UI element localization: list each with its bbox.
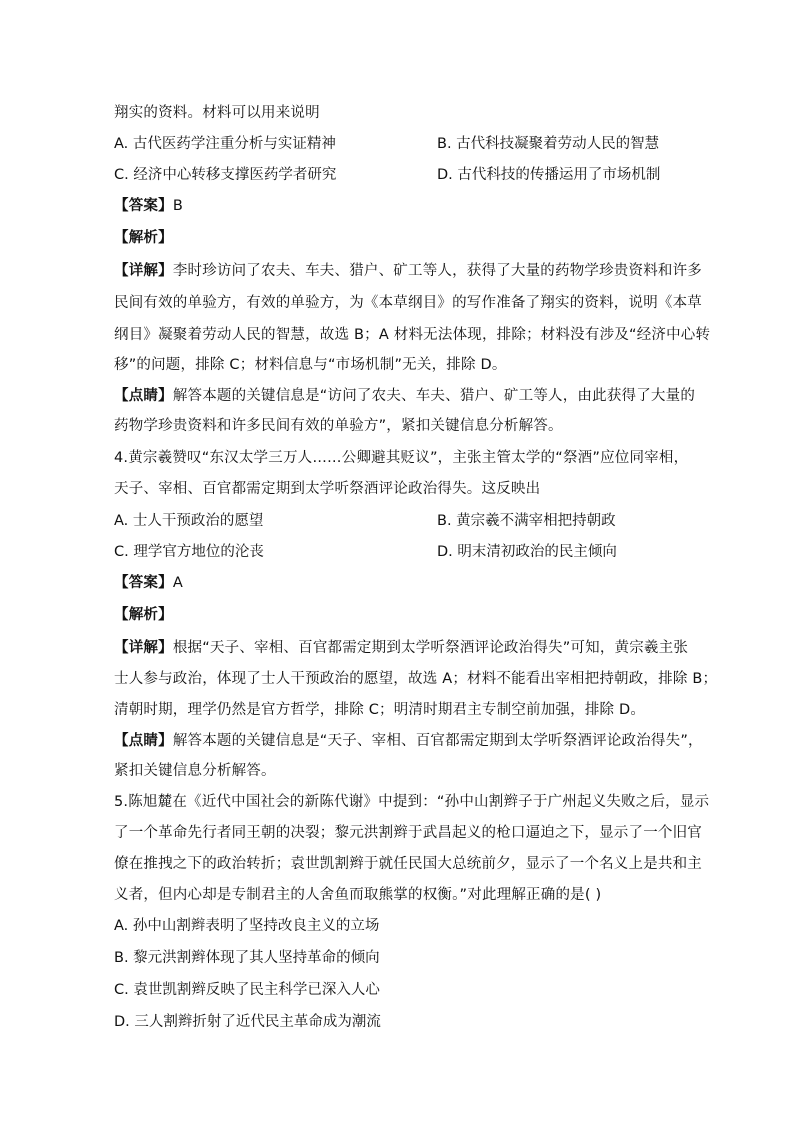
q4-analysis-tag (114, 605, 686, 625)
q3-option-a: A. 古代医药学注重分析与实证精神 (114, 136, 336, 152)
q3-detail-line-4: 移”的问题，排除 C；材料信息与“市场机制”无关，排除 D。 (114, 357, 507, 373)
q5-option-a: A. 孙中山割辫表明了坚持改良主义的立场 (114, 918, 380, 934)
detail-text: 李时珍访问了农夫、车夫、猎户、矿工等人，获得了大量的药物学珍贵资料和许多 (172, 263, 703, 279)
q3-detail-line-3: 纲目》凝聚着劳动人民的智慧，故选 B；A 材料无法体现，排除；材料没有涉及“经济中心转 (114, 327, 711, 343)
q3-detail-line-2: 民间有效的单验方，有效的单验方，为《本草纲目》的写作准备了翔实的资料，说明《本草 (114, 295, 702, 311)
detail-tag: 【详解】 (114, 640, 173, 656)
q4-comment-line-2: 紧扣关键信息分析解答。 (114, 763, 276, 779)
q5-option-b: B. 黎元洪割辫体现了其人坚持革命的倾向 (114, 950, 380, 966)
answer-value: B (172, 198, 183, 214)
comment-tag: 【点睛】 (114, 388, 173, 404)
q3-option-d: D. 古代科技的传播运用了市场机制 (437, 167, 661, 183)
comment-text: 解答本题的关键信息是“天子、宰相、百官都需定期到太学听祭酒评论政治得失”， (172, 733, 703, 749)
q3-comment-line-1 (114, 386, 696, 406)
q4-stem-line-1: 4.黄宗羲赞叹“东汉太学三万人……公卿避其贬议”，主张主管太学的“祭酒”应位同宰相， (114, 450, 689, 466)
q3-answer (114, 196, 686, 216)
q4-detail-line-3: 清朝时期，理学仍然是官方哲学，排除 C；明清时期君主专制空前加强，排除 D。 (114, 702, 646, 718)
q5-stem-line-3: 僚在推拽之下的政治转折；袁世凯割辫于就任民国大总统前夕，显示了一个名义上是共和主 (114, 856, 702, 872)
detail-text: 根据“天子、宰相、百官都需定期到太学听祭酒评论政治得失”可知，黄宗羲主张 (172, 640, 689, 656)
comment-text: 解答本题的关键信息是“访问了农夫、车夫、猎户、矿工等人，由此获得了大量的 (172, 388, 696, 404)
q5-stem-line-2: 了一个革命先行者同王朝的决裂；黎元洪割辫于武昌起义的枪口逼迫之下，显示了一个旧官 (114, 825, 702, 841)
q4-option-b: B. 黄宗羲不满宰相把持朝政 (437, 513, 616, 529)
q4-detail-line-2: 士人参与政治，体现了士人干预政治的愿望，故选 A；材料不能看出宰相把持朝政，排除 B； (114, 671, 718, 687)
q5-option-c: C. 袁世凯割辫反映了民主科学已深入人心 (114, 982, 380, 998)
q3-comment-line-2: 药物学珍贵资料和许多民间有效的单验方”，紧扣关键信息分析解答。 (114, 418, 563, 434)
q3-stem-tail: 翔实的资料。材料可以用来说明 (114, 105, 320, 121)
analysis-tag: 【解析】 (114, 607, 173, 623)
answer-tag: 【答案】 (114, 198, 173, 214)
q5-stem-line-4: 义者，但内心却是专制君主的人舍鱼而取熊掌的权衡。”对此理解正确的是( ) (114, 887, 602, 903)
q4-comment-line-1 (114, 731, 703, 751)
detail-tag: 【详解】 (114, 263, 173, 279)
answer-value: A (172, 575, 183, 591)
answer-tag: 【答案】 (114, 575, 173, 591)
q5-option-d: D. 三人割辫折射了近代民主革命成为潮流 (114, 1014, 381, 1030)
analysis-tag: 【解析】 (114, 230, 173, 246)
q5-stem-line-1: 5.陈旭麓在《近代中国社会的新陈代谢》中提到：“孙中山割辫子于广州起义失败之后，显示 (114, 794, 710, 810)
q4-detail-line-1 (114, 638, 689, 658)
q4-option-c: C. 理学官方地位的沦丧 (114, 544, 264, 560)
q3-option-b: B. 古代科技凝聚着劳动人民的智慧 (437, 136, 660, 152)
q3-detail-line-1 (114, 261, 703, 281)
q3-option-c: C. 经济中心转移支撑医药学者研究 (114, 167, 337, 183)
q3-analysis-tag (114, 228, 686, 248)
q4-answer (114, 573, 686, 593)
q4-option-a: A. 士人干预政治的愿望 (114, 513, 264, 529)
comment-tag: 【点睛】 (114, 733, 173, 749)
q4-stem-line-2: 天子、宰相、百官都需定期到太学听祭酒评论政治得失。这反映出 (114, 481, 541, 497)
q4-option-d: D. 明末清初政治的民主倾向 (437, 544, 617, 560)
